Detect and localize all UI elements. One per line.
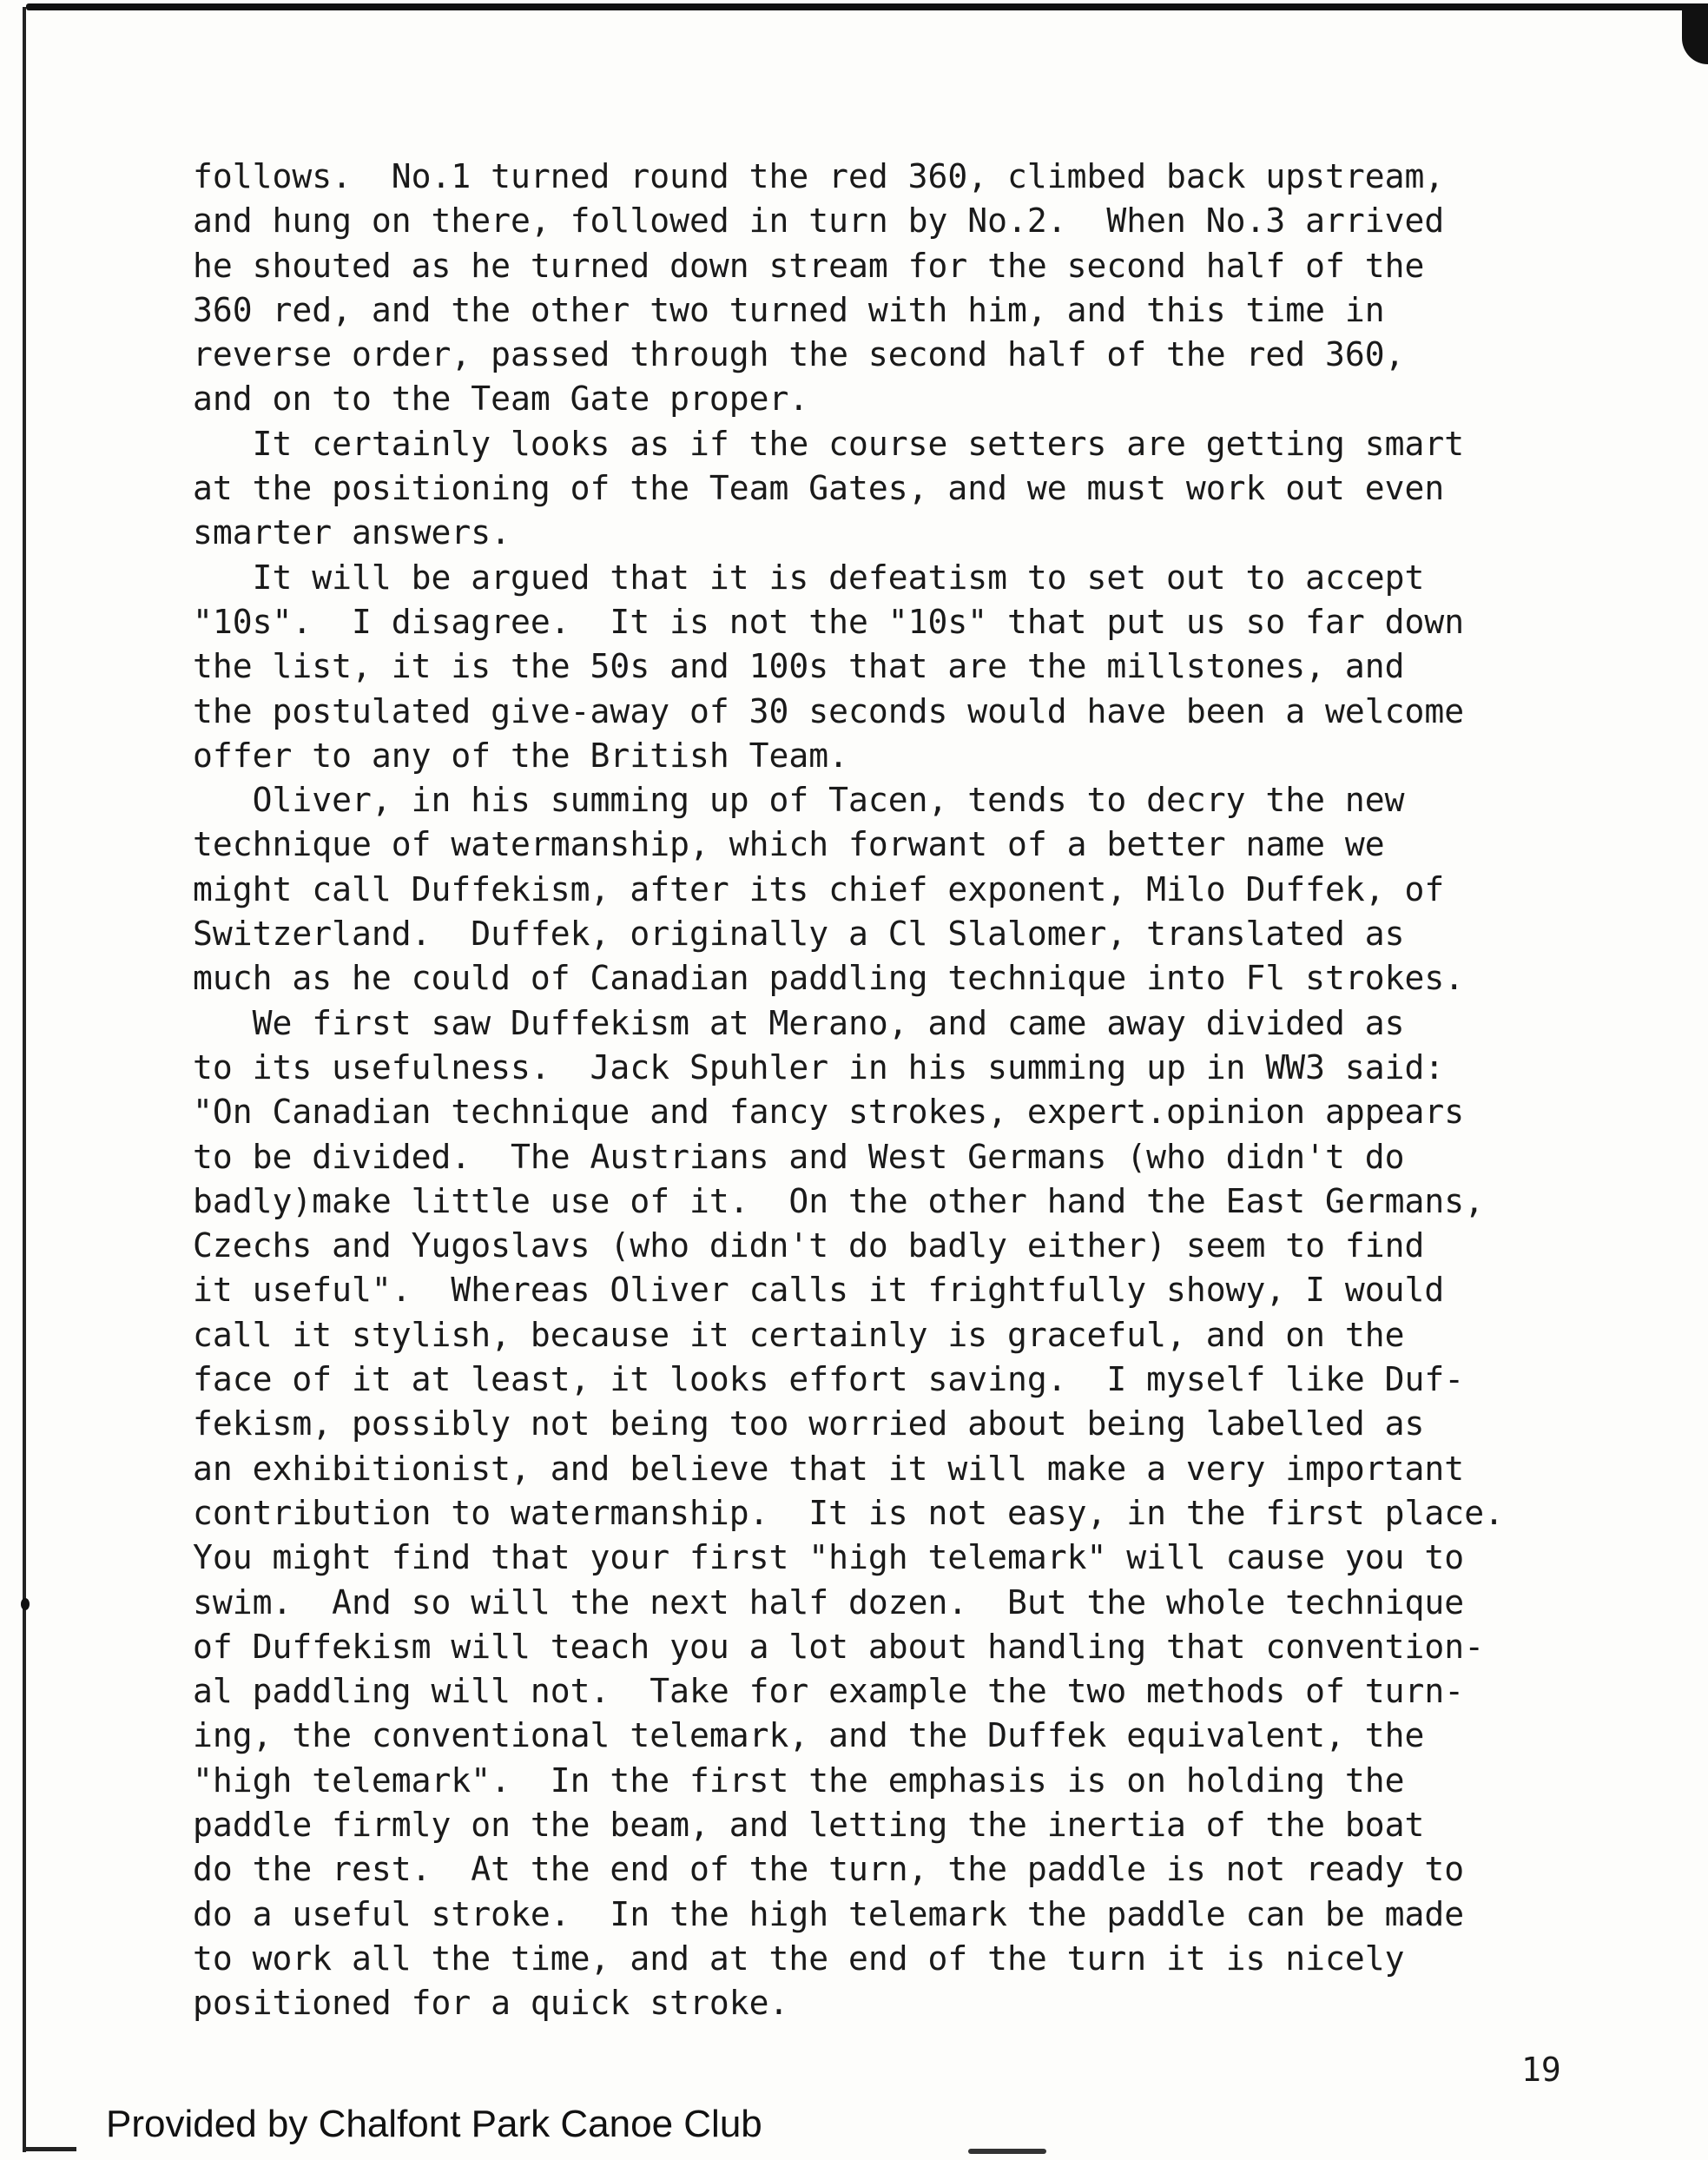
text-line: 360 red, and the other two turned with him, and this time in [193, 290, 1385, 329]
text-line: follows. No.1 turned round the red 360, climbed back upstream, [193, 157, 1445, 195]
text-line: technique of watermanship, which forwant of a better name we [193, 825, 1385, 864]
text-line: do a useful stroke. In the high telemark the paddle can be made [193, 1894, 1465, 1933]
bottom-smudge-mark [968, 2149, 1046, 2154]
top-border-rule [26, 3, 1685, 10]
left-border-rule [23, 7, 26, 2152]
text-line: to be divided. The Austrians and West Germans (who didn't do [193, 1137, 1405, 1176]
text-line: at the positioning of the Team Gates, and we must work out even [193, 469, 1445, 508]
text-line: paddle firmly on the beam, and letting the inertia of the boat [193, 1805, 1425, 1844]
text-line: much as he could of Canadian paddling technique into Fl strokes. [193, 959, 1465, 998]
text-line: We first saw Duffekism at Merano, and came away divided as [193, 1003, 1405, 1042]
text-line: of Duffekism will teach you a lot about handling that convention- [193, 1627, 1485, 1666]
text-line: "On Canadian technique and fancy strokes, expert.opinion appears [193, 1093, 1465, 1132]
text-line: the list, it is the 50s and 100s that are the millstones, and [193, 647, 1405, 686]
bottom-left-rule [24, 2147, 76, 2151]
margin-dot-mark [21, 1598, 30, 1610]
text-line: You might find that your first "high telemark" will cause you to [193, 1538, 1465, 1577]
text-line: badly)make little use of it. On the other hand the East Germans, [193, 1181, 1485, 1220]
page-number: 19 [1521, 2051, 1561, 2089]
text-line: face of it at least, it looks effort saving. I myself like Duf- [193, 1360, 1465, 1399]
text-line: and on to the Team Gate proper. [193, 380, 809, 419]
text-line: "high telemark". In the first the emphasis is on holding the [193, 1760, 1405, 1800]
text-line: swim. And so will the next half dozen. But the whole technique [193, 1582, 1465, 1622]
text-line: and hung on there, followed in turn by No.2. When No.3 arrived [193, 201, 1445, 241]
text-line: it useful". Whereas Oliver calls it frightfully showy, I would [193, 1271, 1445, 1310]
text-line: smarter answers. [193, 513, 511, 552]
text-line: might call Duffekism, after its chief exponent, Milo Duffek, of [193, 869, 1445, 908]
text-line: call it stylish, because it certainly is graceful, and on the [193, 1315, 1405, 1354]
text-line: contribution to watermanship. It is not easy, in the first place. [193, 1493, 1504, 1532]
text-line: Czechs and Yugoslavs (who didn't do badly either) seem to find [193, 1226, 1425, 1265]
text-line: do the rest. At the end of the turn, the paddle is not ready to [193, 1850, 1465, 1889]
text-line: It will be argued that it is defeatism to set out to accept [193, 558, 1425, 597]
text-line: Oliver, in his summing up of Tacen, tends to decry the new [193, 781, 1405, 820]
text-line: reverse order, passed through the second half of the red 360, [193, 335, 1405, 374]
text-line: ing, the conventional telemark, and the Duffek equivalent, the [193, 1716, 1425, 1755]
text-line: It certainly looks as if the course setters are getting smart [193, 424, 1465, 463]
text-line: al paddling will not. Take for example the two methods of turn- [193, 1672, 1465, 1711]
text-line: to work all the time, and at the end of the turn it is nicely [193, 1939, 1405, 1978]
text-line: "10s". I disagree. It is not the "10s" that put us so far down [193, 602, 1465, 641]
text-line: Switzerland. Duffek, originally a Cl Slalomer, translated as [193, 915, 1405, 954]
footer-credit: Provided by Chalfont Park Canoe Club [106, 2103, 762, 2145]
text-line: positioned for a quick stroke. [193, 1984, 789, 2023]
text-line: to its usefulness. Jack Spuhler in his summing up in WW3 said: [193, 1047, 1445, 1087]
typewritten-body-text [193, 155, 1652, 2025]
text-line: an exhibitionist, and believe that it will make a very important [193, 1449, 1465, 1488]
text-line: the postulated give-away of 30 seconds would have been a welcome [193, 691, 1465, 730]
text-line: he shouted as he turned down stream for the second half of the [193, 246, 1425, 285]
text-line: offer to any of the British Team. [193, 736, 848, 775]
text-line: fekism, possibly not being too worried about being labelled as [193, 1404, 1425, 1443]
top-right-corner-mark [1682, 3, 1708, 64]
